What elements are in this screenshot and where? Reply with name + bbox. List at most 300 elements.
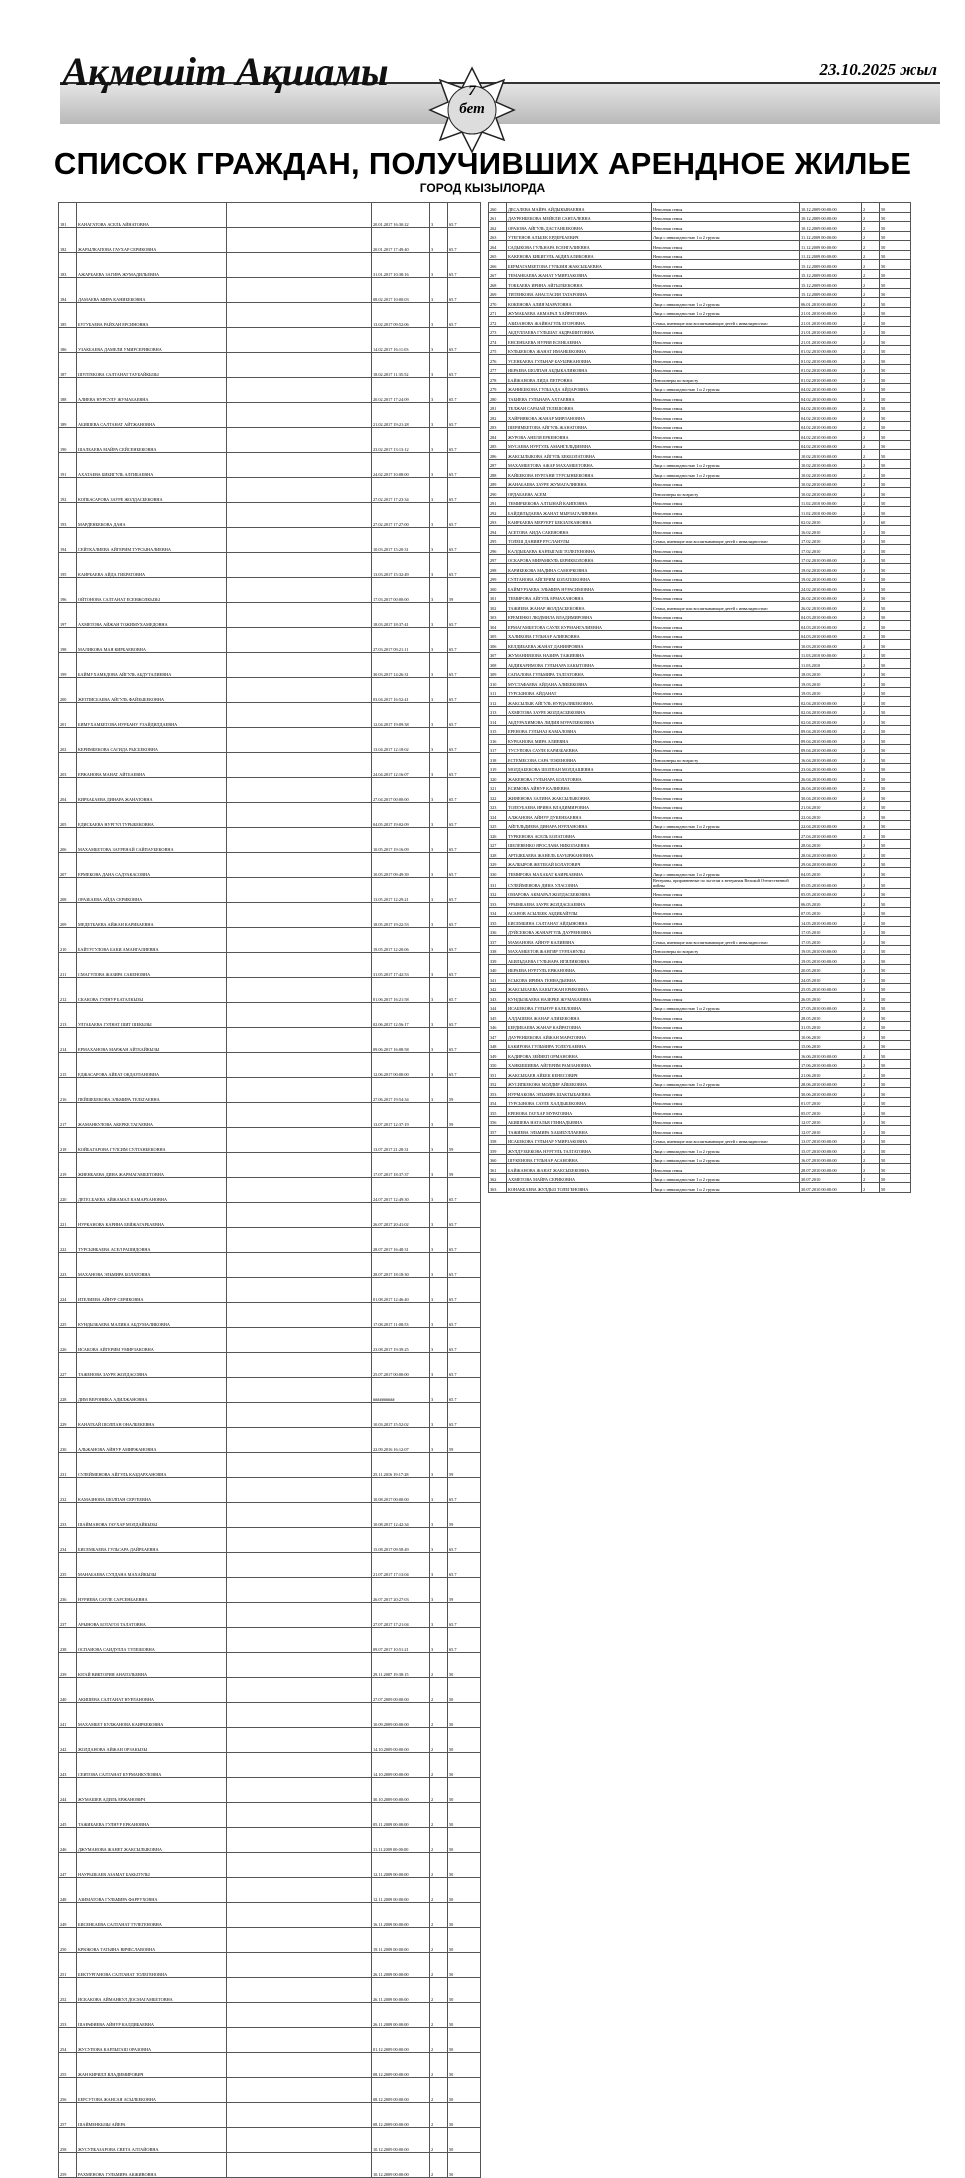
queue-date: 13.04.2017 12:18:02 — [372, 728, 430, 753]
table-row — [489, 839, 911, 849]
table-row — [489, 269, 911, 279]
rooms-count: 2 — [862, 811, 880, 821]
queue-date: 06.01.2010 00:00:00 — [800, 298, 862, 308]
area-value: 65.7 — [448, 753, 481, 778]
row-number: 224 — [59, 1278, 77, 1303]
citizen-name: НУРКАНОВА КАРИНА БЕЙЖАГАРБАЕВНА — [77, 1203, 227, 1228]
table-row — [59, 1103, 481, 1128]
table-row — [59, 803, 481, 828]
area-value: 50 — [880, 1021, 911, 1031]
area-value: 50 — [880, 1002, 911, 1012]
queue-date: 06.05.2010 — [800, 898, 862, 908]
category-cell — [227, 328, 372, 353]
row-number: 307 — [489, 649, 507, 659]
queue-date: 13.03.2017 15:32:49 — [372, 553, 430, 578]
rooms-count: 3 — [430, 403, 448, 428]
citizen-name: АЙГЕЛЬДИЕВА ДИНАРА НУРЛАНОВНА — [507, 820, 652, 830]
rooms-count: 2 — [862, 212, 880, 222]
area-value: 50 — [880, 402, 911, 412]
citizen-name: БЕРМАГАМБЕТОВА ГУЛЬЗИЯ ЖАКСЫБАЕВНА — [507, 260, 652, 270]
category-cell — [227, 453, 372, 478]
table-row — [489, 231, 911, 241]
row-number: 239 — [59, 1653, 77, 1678]
queue-date: 20.02.2017 17:24:09 — [372, 378, 430, 403]
category-cell — [227, 2028, 372, 2053]
area-value: 65.7 — [448, 1028, 481, 1053]
table-row — [59, 528, 481, 553]
category-cell — [227, 1678, 372, 1703]
area-value: 65.7 — [448, 428, 481, 453]
row-number: 219 — [59, 1153, 77, 1178]
category-cell: Неполная семья — [652, 1012, 800, 1022]
row-number: 228 — [59, 1378, 77, 1403]
area-value: 50 — [880, 754, 911, 764]
table-row — [489, 478, 911, 488]
citizen-name: УТЕГЕНОВ АЛЬБЕК ЕРДЕРБАЕВИЧ — [507, 231, 652, 241]
rooms-count: 2 — [430, 1778, 448, 1803]
queue-date: 10.05.2017 09:49:39 — [372, 853, 430, 878]
row-number: 333 — [489, 898, 507, 908]
citizen-name: ШУКЕНОВА ГУЛЬНАР АСАНОВНА — [507, 1154, 652, 1164]
citizen-name: ДАМАЕВА МИРА КАНИБЕКОВНА — [77, 278, 227, 303]
queue-date: 04.03.2010 00:00:00 — [800, 630, 862, 640]
queue-date: 11.11.2009 00:00:00 — [372, 1828, 430, 1853]
queue-date: 18.03.2017 18:37:41 — [372, 603, 430, 628]
citizen-name: МОЛДАБЕКОВА ШОЛПАН МОЛДАШЕВНА — [507, 763, 652, 773]
rooms-count: 2 — [430, 1753, 448, 1778]
row-number: 270 — [489, 298, 507, 308]
rooms-count: 2 — [862, 1002, 880, 1012]
row-number: 342 — [489, 983, 507, 993]
category-cell: Неполная семья — [652, 364, 800, 374]
citizen-name: КУНДЫЗБАЕВА МАЛИКА АБДУМАЛИКОВНА — [77, 1303, 227, 1328]
category-cell: Неполная семья — [652, 260, 800, 270]
citizen-name: ДИМ ВЕРОНИКА АДИЛЖАНОВНА — [77, 1378, 227, 1403]
rooms-count: 3 — [430, 1128, 448, 1153]
table-row — [489, 1164, 911, 1174]
category-cell: Неполная семья — [652, 659, 800, 669]
rooms-count: 3 — [430, 1628, 448, 1653]
citizen-name: ЖУМАБАЕВА АКМАРАЛ ХАЙРАТОВНА — [507, 307, 652, 317]
area-value: 50 — [880, 488, 911, 498]
area-value: 50 — [448, 2128, 481, 2153]
row-number: 294 — [489, 526, 507, 536]
category-cell: Неполная семья — [652, 573, 800, 583]
rooms-count: 2 — [862, 697, 880, 707]
queue-date: 12.07.2010 — [800, 1116, 862, 1126]
category-cell — [227, 1728, 372, 1753]
area-value: 50 — [880, 678, 911, 688]
table-row — [489, 744, 911, 754]
queue-date: 11.12.2009 00:00:00 — [800, 241, 862, 251]
row-number: 231 — [59, 1453, 77, 1478]
rooms-count: 3 — [430, 653, 448, 678]
table-row — [489, 974, 911, 984]
category-cell: Семьи, имеющие или воспитывающие детей с инвалидностью — [652, 936, 800, 946]
table-row — [59, 678, 481, 703]
table-row — [59, 478, 481, 503]
table-row — [59, 2128, 481, 2153]
category-cell: Неполная семья — [652, 773, 800, 783]
queue-date: 01.12.2009 00:00:00 — [372, 2028, 430, 2053]
category-cell — [227, 1278, 372, 1303]
area-value: 65.7 — [448, 903, 481, 928]
queue-date: 12.11.2009 00:00:00 — [372, 1853, 430, 1878]
rooms-count: 3 — [430, 628, 448, 653]
row-number: 310 — [489, 678, 507, 688]
queue-date: 17.02.2010 — [800, 545, 862, 555]
area-value: 50 — [880, 298, 911, 308]
queue-date: 02.04.2010 00:00:00 — [800, 697, 862, 707]
queue-date: 11.03.2010 00:00:00 — [800, 649, 862, 659]
queue-date: 03.04.2017 16:52:41 — [372, 678, 430, 703]
table-row — [489, 668, 911, 678]
table-row — [59, 403, 481, 428]
citizen-name: БАЙЖАНОВА ЖАНАТ ЖАКСЫБЕКОВНА — [507, 1164, 652, 1174]
category-cell: Неполная семья — [652, 640, 800, 650]
rooms-count: 3 — [430, 428, 448, 453]
table-row — [59, 1728, 481, 1753]
category-cell: Неполная семья — [652, 744, 800, 754]
queue-date: ########## — [372, 1378, 430, 1403]
queue-date: 24.02.2017 10:08:00 — [372, 453, 430, 478]
area-value: 65.7 — [448, 478, 481, 503]
area-value: 50 — [880, 983, 911, 993]
rooms-count: 3 — [430, 1303, 448, 1328]
queue-date: 23.08.2017 19:39:25 — [372, 1328, 430, 1353]
table-row — [489, 716, 911, 726]
citizen-name: ЖИЕНБАЕВА ДИНА ЖАРМАГАМБЕТОВНА — [77, 1153, 227, 1178]
citizen-name: КОКЕНОВА АЛИЯ МАРАТОВНА — [507, 298, 652, 308]
area-value: 50 — [880, 1050, 911, 1060]
queue-date: 04.03.2010 00:00:00 — [800, 621, 862, 631]
category-cell: Неполная семья — [652, 279, 800, 289]
category-cell: Неполная семья — [652, 858, 800, 868]
table-row — [59, 1478, 481, 1503]
citizen-name: АХМЕТОВА ЗАУРЕ ЖОЛДАСБЕКОВНА — [507, 706, 652, 716]
area-value: 65.7 — [448, 1178, 481, 1203]
table-row — [489, 1069, 911, 1079]
queue-date: 19.03.2010 — [800, 678, 862, 688]
table-row — [489, 640, 911, 650]
row-number: 256 — [59, 2078, 77, 2103]
row-number: 196 — [59, 578, 77, 603]
citizen-name: ИБРАЕВА НУРГУЛЬ ЕРЖАНОВНА — [507, 964, 652, 974]
citizen-name: ЖАКСЫЛЫК АЙГУЛЬ НУРДАЛИБЕКОВНА — [507, 697, 652, 707]
area-value: 50 — [448, 2028, 481, 2053]
page-title: СПИСОК ГРАЖДАН, ПОЛУЧИВШИХ АРЕНДНОЕ ЖИЛЬЕ — [53, 146, 912, 181]
category-cell: Неполная семья — [652, 526, 800, 536]
table-row — [59, 1078, 481, 1103]
table-row — [59, 778, 481, 803]
queue-date: 13.07.2017 12:37:19 — [372, 1103, 430, 1128]
queue-date: 11.03.2010 — [800, 659, 862, 669]
citizen-name: ЕРМЕКОВА ДАНА САДУАКАСОВНА — [77, 853, 227, 878]
rooms-count: 2 — [862, 1126, 880, 1136]
area-value: 65.7 — [448, 1053, 481, 1078]
queue-date: 01.02.2010 00:00:00 — [800, 374, 862, 384]
table-row — [489, 364, 911, 374]
area-value: 50 — [880, 649, 911, 659]
citizen-name: ШУЛТЕКОВА САЛТАНАТ ТАУБАЙКЫЗЫ — [77, 353, 227, 378]
table-row — [489, 393, 911, 403]
row-number: 304 — [489, 621, 507, 631]
queue-date: 16.06.2010 00:00:00 — [800, 1050, 862, 1060]
table-row — [489, 1145, 911, 1155]
queue-date: 26.05.2010 — [800, 993, 862, 1003]
citizen-name: ТЕМИРОВА МАХАБАТ КАИРБАЕВНА — [507, 868, 652, 878]
table-row — [59, 1803, 481, 1828]
rooms-count: 2 — [862, 545, 880, 555]
citizen-name: ЕСИМОВА АЙНУР КАЛИЕВНА — [507, 782, 652, 792]
category-cell — [227, 1928, 372, 1953]
table-row — [489, 868, 911, 878]
row-number: 321 — [489, 782, 507, 792]
row-number: 216 — [59, 1078, 77, 1103]
table-row — [489, 222, 911, 232]
table-row — [489, 945, 911, 955]
queue-date: 15.12.2009 00:00:00 — [800, 269, 862, 279]
area-value: 50 — [880, 250, 911, 260]
category-cell — [227, 303, 372, 328]
row-number: 234 — [59, 1528, 77, 1553]
rooms-count: 3 — [430, 1553, 448, 1578]
table-row — [489, 497, 911, 507]
table-row — [489, 782, 911, 792]
area-value: 65.7 — [448, 503, 481, 528]
row-number: 191 — [59, 453, 77, 478]
citizen-name: НАУРЫЗБАЕВ АЗАМАТ БАКЫТУЛЫ — [77, 1853, 227, 1878]
area-value: 50 — [880, 868, 911, 878]
rooms-count: 2 — [862, 716, 880, 726]
rooms-count: 2 — [862, 535, 880, 545]
area-value: 50 — [880, 907, 911, 917]
citizen-name: ЖАКСЫБАЕВА БАКЫТЖАН ЕРИКОВНА — [507, 983, 652, 993]
table-row — [59, 728, 481, 753]
queue-date: 14.10.2009 00:00:00 — [372, 1753, 430, 1778]
queue-date: 09.04.2010 00:00:00 — [800, 725, 862, 735]
row-number: 350 — [489, 1059, 507, 1069]
queue-date: 30.06.2010 00:00:00 — [800, 1088, 862, 1098]
rooms-count: 2 — [862, 898, 880, 908]
citizen-name: АСЕТОВА АИДА САКЕНОВНА — [507, 526, 652, 536]
rooms-count: 2 — [862, 431, 880, 441]
rooms-count: 2 — [862, 279, 880, 289]
citizen-name: САДЫКОВА ГУЛЬНАРА ЕСЕНГАЛИЕВНА — [507, 241, 652, 251]
rooms-count: 3 — [430, 703, 448, 728]
row-number: 255 — [59, 2053, 77, 2078]
rooms-count: 2 — [862, 459, 880, 469]
area-value: 59 — [448, 1078, 481, 1103]
rooms-count: 2 — [862, 336, 880, 346]
row-number: 182 — [59, 228, 77, 253]
queue-date: 24.07.2017 12:49:30 — [372, 1178, 430, 1203]
category-cell: Неполная семья — [652, 1040, 800, 1050]
citizen-name: ЕСЬКОВА ИРИНА ГЕННАДЬЕВНА — [507, 974, 652, 984]
category-cell — [227, 2003, 372, 2028]
table-row — [489, 440, 911, 450]
rooms-count: 2 — [430, 1653, 448, 1678]
row-number: 277 — [489, 364, 507, 374]
page-subtitle: ГОРОД КЫЗЫЛОРДА — [419, 181, 546, 195]
row-number: 252 — [59, 1978, 77, 2003]
queue-date: 28.07.2010 00:00:00 — [800, 1164, 862, 1174]
area-value: 50 — [880, 383, 911, 393]
citizen-name: ЖУМАНИЯЗОВА НАЗИРА ТАЖИЕВНА — [507, 649, 652, 659]
rooms-count: 3 — [430, 1078, 448, 1103]
rooms-count: 2 — [862, 450, 880, 460]
row-number: 278 — [489, 374, 507, 384]
table-row — [489, 412, 911, 422]
table-row — [489, 279, 911, 289]
table-row — [59, 753, 481, 778]
queue-date: 04.02.2010 00:00:00 — [800, 412, 862, 422]
row-number: 290 — [489, 488, 507, 498]
rooms-count: 2 — [862, 250, 880, 260]
area-value: 50 — [880, 583, 911, 593]
table-row — [59, 1353, 481, 1378]
citizen-name: СЕЙТКАЛИЕВА АЙГЕРИМ ТУРСЫНАЛИЕВНА — [77, 528, 227, 553]
table-row — [59, 1428, 481, 1453]
queue-date: 04.02.2010 00:00:00 — [800, 383, 862, 393]
row-number: 361 — [489, 1164, 507, 1174]
area-value: 65.7 — [448, 278, 481, 303]
citizen-name: ДАУРЕНБЕКОВА АЙЖАН МАРАТОВНА — [507, 1031, 652, 1041]
category-cell: Неполная семья — [652, 478, 800, 488]
area-value: 50 — [880, 1116, 911, 1126]
row-number: 335 — [489, 917, 507, 927]
rooms-count: 2 — [862, 1040, 880, 1050]
area-value: 59 — [448, 578, 481, 603]
citizen-name: КАДИРОВА ЗЕЙНЕП ОРМАНОВНА — [507, 1050, 652, 1060]
category-cell: Неполная семья — [652, 241, 800, 251]
category-cell — [227, 1853, 372, 1878]
table-row — [59, 1253, 481, 1278]
rooms-count: 2 — [862, 1050, 880, 1060]
row-number: 328 — [489, 849, 507, 859]
rooms-count: 2 — [430, 1928, 448, 1953]
table-row — [489, 898, 911, 908]
table-row — [59, 2078, 481, 2103]
category-cell — [227, 853, 372, 878]
rooms-count: 3 — [430, 803, 448, 828]
queue-date: 10.09.2009 00:00:00 — [372, 1703, 430, 1728]
area-value: 65.7 — [448, 553, 481, 578]
row-number: 199 — [59, 653, 77, 678]
area-value: 50 — [880, 1107, 911, 1117]
citizen-name: ТАЖИБАЕВА ГУЛНУР ЕРКАНОВНА — [77, 1803, 227, 1828]
queue-date: 19.02.2010 00:00:00 — [800, 573, 862, 583]
area-value: 50 — [880, 1059, 911, 1069]
row-number: 186 — [59, 328, 77, 353]
area-value: 65.7 — [448, 1278, 481, 1303]
row-number: 233 — [59, 1503, 77, 1528]
table-row — [59, 2103, 481, 2128]
row-number: 355 — [489, 1107, 507, 1117]
citizen-name: СКАКОВА ГУЛНУР БАТАЛКЫЗЫ — [77, 978, 227, 1003]
rooms-count: 2 — [862, 640, 880, 650]
area-value: 59 — [448, 1103, 481, 1128]
queue-date: 09.06.2017 16:08:58 — [372, 1028, 430, 1053]
area-value: 50 — [448, 1903, 481, 1928]
queue-date: 17.05.2010 — [800, 936, 862, 946]
row-number: 268 — [489, 279, 507, 289]
area-value: 65.7 — [448, 253, 481, 278]
category-cell: Неполная семья — [652, 782, 800, 792]
queue-date: 13.05.2017 12:29:21 — [372, 878, 430, 903]
citizen-name: МАНАБАЕВА СУЛДАНА МАХАЙКЫЗЫ — [77, 1553, 227, 1578]
row-number: 284 — [489, 431, 507, 441]
table-row — [59, 328, 481, 353]
area-value: 50 — [448, 1703, 481, 1728]
rooms-count: 3 — [430, 928, 448, 953]
queue-date: 13.02.2017 09:52:06 — [372, 303, 430, 328]
area-value: 50 — [880, 231, 911, 241]
area-value: 65.7 — [448, 853, 481, 878]
row-number: 276 — [489, 355, 507, 365]
row-number: 202 — [59, 728, 77, 753]
citizen-name: СЕИТОВА САЛТАНАТ КУРМАНКУЛОВНА — [77, 1753, 227, 1778]
category-cell: Неполная семья — [652, 917, 800, 927]
citizen-name: ТОЛЕШ ДАНИЯР РУСЛАНУЛЫ — [507, 535, 652, 545]
row-number: 206 — [59, 828, 77, 853]
queue-date: 26.11.2009 00:00:00 — [372, 1978, 430, 2003]
table-row — [489, 1183, 911, 1193]
queue-date: 10.03.2010 00:00:00 — [800, 640, 862, 650]
rooms-count: 2 — [862, 917, 880, 927]
queue-date: 24.05.2010 — [800, 974, 862, 984]
table-row — [489, 355, 911, 365]
category-cell: Неполная семья — [652, 716, 800, 726]
row-number: 227 — [59, 1353, 77, 1378]
area-value: 50 — [880, 431, 911, 441]
category-cell: Неполная семья — [652, 326, 800, 336]
citizen-name: ОРАЗОВА АЙГУЛЬ ДАСТАНБЕКОВНА — [507, 222, 652, 232]
table-row — [489, 917, 911, 927]
row-number: 181 — [59, 203, 77, 228]
area-value: 65.7 — [448, 803, 481, 828]
rooms-count: 2 — [862, 326, 880, 336]
citizen-name: УРЫМБАЕВА ЗАУРЕ ЖОЛДАСБАЕВНА — [507, 898, 652, 908]
rooms-count: 3 — [430, 1428, 448, 1453]
citizen-name: ЖУМАШЕВ АДИЛЬ ЕРЖАНОВИЧ — [77, 1778, 227, 1803]
citizen-name: ЖУЛДУЗБЕКОВА НУРГУЛЬ ТАЛГАТОВНА — [507, 1145, 652, 1155]
area-value: 50 — [880, 1145, 911, 1155]
table-row — [489, 926, 911, 936]
queue-date: 04.02.2010 00:00:00 — [800, 393, 862, 403]
table-row — [59, 1403, 481, 1428]
table-row — [489, 621, 911, 631]
queue-date: 29.11.2007 19:38:15 — [372, 1653, 430, 1678]
rooms-count: 3 — [430, 1478, 448, 1503]
queue-date: 07.05.2010 — [800, 907, 862, 917]
rooms-count: 2 — [862, 1097, 880, 1107]
citizen-name: МАХАМБЕТОВА АЖАР МАХАМБЕТОВНА — [507, 459, 652, 469]
area-value: 50 — [880, 716, 911, 726]
table-row — [59, 1978, 481, 2003]
area-value: 50 — [448, 2003, 481, 2028]
rooms-count: 2 — [430, 2128, 448, 2153]
citizen-name: ТУРСЫНОВА САУЛЕ ХАЛДЫБЕКОВНА — [507, 1097, 652, 1107]
table-row — [59, 503, 481, 528]
category-cell: Ветераны, приравненные по льготам к ветеранам Великой Отечественной войны — [652, 877, 800, 888]
area-value: 50 — [448, 1678, 481, 1703]
area-value: 65.7 — [448, 1603, 481, 1628]
queue-date: 21.01.2010 00:00:00 — [800, 326, 862, 336]
area-value: 65.7 — [448, 1478, 481, 1503]
citizen-name: ТАЖИЕВА ЖАНАР ЖОЛДАСБЕКОВНА — [507, 602, 652, 612]
citizen-name: КАИРБАЕВА АЙДА ГИБРАТОВНА — [77, 553, 227, 578]
